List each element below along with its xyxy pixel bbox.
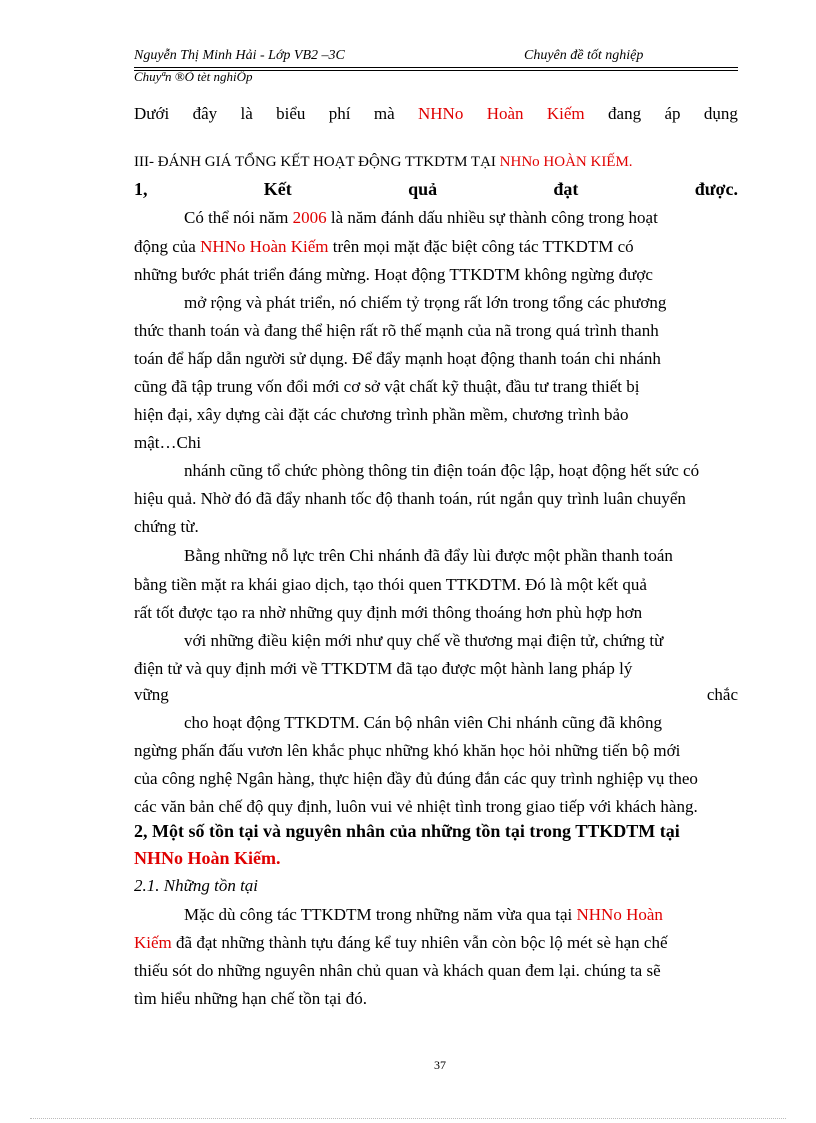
paragraph-line: [184, 208, 738, 228]
bank-name: NHNo: [418, 104, 464, 123]
paragraph-line: bằng tiền mặt ra khái giao dịch, tạo thói quen TTKDTM. Đó là một kết quả: [134, 575, 647, 594]
text: Có thể nói năm: [184, 208, 293, 227]
bank-name: NHNo Hoàn: [576, 905, 663, 924]
header-author: Nguyễn Thị Minh Hải - Lớp VB2 –3C: [134, 48, 345, 63]
header-doc-title: Chuyên đề tốt nghiệp: [524, 48, 644, 63]
text: động của: [134, 237, 201, 256]
bank-name: NHNo HOÀN KIẾM.: [499, 154, 633, 170]
text: chắc: [706, 685, 738, 704]
text: trên mọi mặt đặc biệt công tác TTKDTM có: [328, 237, 634, 256]
paragraph-line: [134, 685, 738, 705]
word: biểu: [276, 104, 306, 123]
paragraph-line: điện tử và quy định mới về TTKDTM đã tạo được một hành lang pháp lý: [134, 659, 633, 678]
paragraph-line: ngừng phấn đấu vươn lên khắc phục những khó khăn học hỏi những tiến bộ mới: [134, 741, 681, 760]
paragraph-line: hiện đại, xây dựng cài đặt các chương trình phần mềm, chương trình bảo: [134, 405, 629, 424]
text: vững: [134, 685, 169, 704]
paragraph-line: toán để hấp dẫn người sử dụng. Để đẩy mạnh hoạt động thanh toán chi nhánh: [134, 349, 661, 368]
paragraph-line: mật…Chi: [134, 433, 202, 452]
bank-name: Kiếm: [546, 104, 585, 123]
section-heading-text: III- ĐÁNH GIÁ TỔNG KẾT HOẠT ĐỘNG TTKDTM TẠI: [134, 154, 500, 170]
paragraph-line: [134, 933, 738, 953]
text: đã đạt những thành tựu đáng kể tuy nhiên vẫn còn bộc lộ mét sè hạn chế: [171, 933, 668, 952]
word: dụng: [703, 104, 738, 123]
word: mà: [373, 104, 395, 123]
paragraph-line: [134, 237, 738, 257]
header-subtitle: Chuyªn ®Ò tèt nghiÖp: [134, 69, 253, 84]
paragraph-line: thức thanh toán và đang thể hiện rất rõ thế mạnh của nã trong quá trình thanh: [134, 321, 659, 340]
sub-subsection-heading: 2.1. Những tồn tại: [134, 876, 259, 895]
paragraph-line: [184, 905, 738, 925]
text: Mặc dù công tác TTKDTM trong những năm vừa qua tại: [184, 905, 577, 924]
paragraph-line: thiếu sót do những nguyên nhân chủ quan và khách quan đem lại. chúng ta sẽ: [134, 961, 661, 980]
paragraph-line: Bằng những nỗ lực trên Chi nhánh đã đẩy lùi được một phần thanh toán: [184, 546, 673, 565]
intro-line: [134, 104, 738, 124]
subsection-heading: 2, Một số tồn tại và nguyên nhân của những tồn tại trong TTKDTM tại: [134, 821, 680, 841]
bank-name: Kiếm: [134, 933, 172, 952]
text: là năm đánh dấu nhiều sự thành công trong hoạt: [326, 208, 658, 227]
word: Kết: [263, 179, 292, 199]
word: được.: [694, 179, 738, 199]
word: đạt: [553, 179, 579, 199]
word: quả: [408, 179, 438, 199]
word: là: [240, 104, 253, 123]
page-number: 37: [434, 1058, 446, 1072]
paragraph-line: cũng đã tập trung vốn đổi mới cơ sở vật chất kỹ thuật, đầu tư trang thiết bị: [134, 377, 640, 396]
word: đang: [608, 104, 642, 123]
subsection-heading: [134, 179, 738, 200]
paragraph-line: rất tốt được tạo ra nhờ những quy định mới thông thoáng hơn phù hợp hơn: [134, 603, 643, 622]
paragraph-line: với những điều kiện mới như quy chế về thương mại điện tử, chứng từ: [184, 631, 664, 650]
word: phí: [328, 104, 351, 123]
bank-name: Hoàn: [486, 104, 524, 123]
paragraph-line: những bước phát triển đáng mừng. Hoạt động TTKDTM không ngừng được: [134, 265, 653, 284]
word: áp: [664, 104, 681, 123]
paragraph-line: mở rộng và phát triển, nó chiếm tỷ trọng rất lớn trong tổng các phương: [184, 293, 667, 312]
paragraph-line: chứng từ.: [134, 517, 199, 536]
paragraph-line: tìm hiểu những hạn chế tồn tại đó.: [134, 989, 368, 1008]
header-rule: [134, 67, 738, 68]
paragraph-line: hiệu quả. Nhờ đó đã đẩy nhanh tốc độ thanh toán, rút ngắn quy trình luân chuyển: [134, 489, 686, 508]
year: 2006: [292, 208, 327, 227]
paragraph-line: của công nghệ Ngân hàng, thực hiện đầy đủ đúng đắn các quy trình nghiệp vụ theo: [134, 769, 698, 788]
word: đây: [192, 104, 218, 123]
word: 1,: [134, 179, 148, 199]
paragraph-line: cho hoạt động TTKDTM. Cán bộ nhân viên Chi nhánh cũng đã không: [184, 713, 662, 732]
word: Dưới: [134, 104, 170, 123]
bank-name-heading: NHNo Hoàn Kiếm.: [134, 848, 281, 868]
bank-name: NHNo Hoàn Kiếm: [200, 237, 329, 256]
paragraph-line: nhánh cũng tổ chức phòng thông tin điện toán độc lập, hoạt động hết sức có: [184, 461, 700, 480]
section-heading: [134, 154, 633, 171]
page-boundary: [30, 1118, 786, 1119]
paragraph-line: các văn bản chế độ quy định, luôn vui vẻ nhiệt tình trong giao tiếp với khách hàng.: [134, 797, 698, 816]
